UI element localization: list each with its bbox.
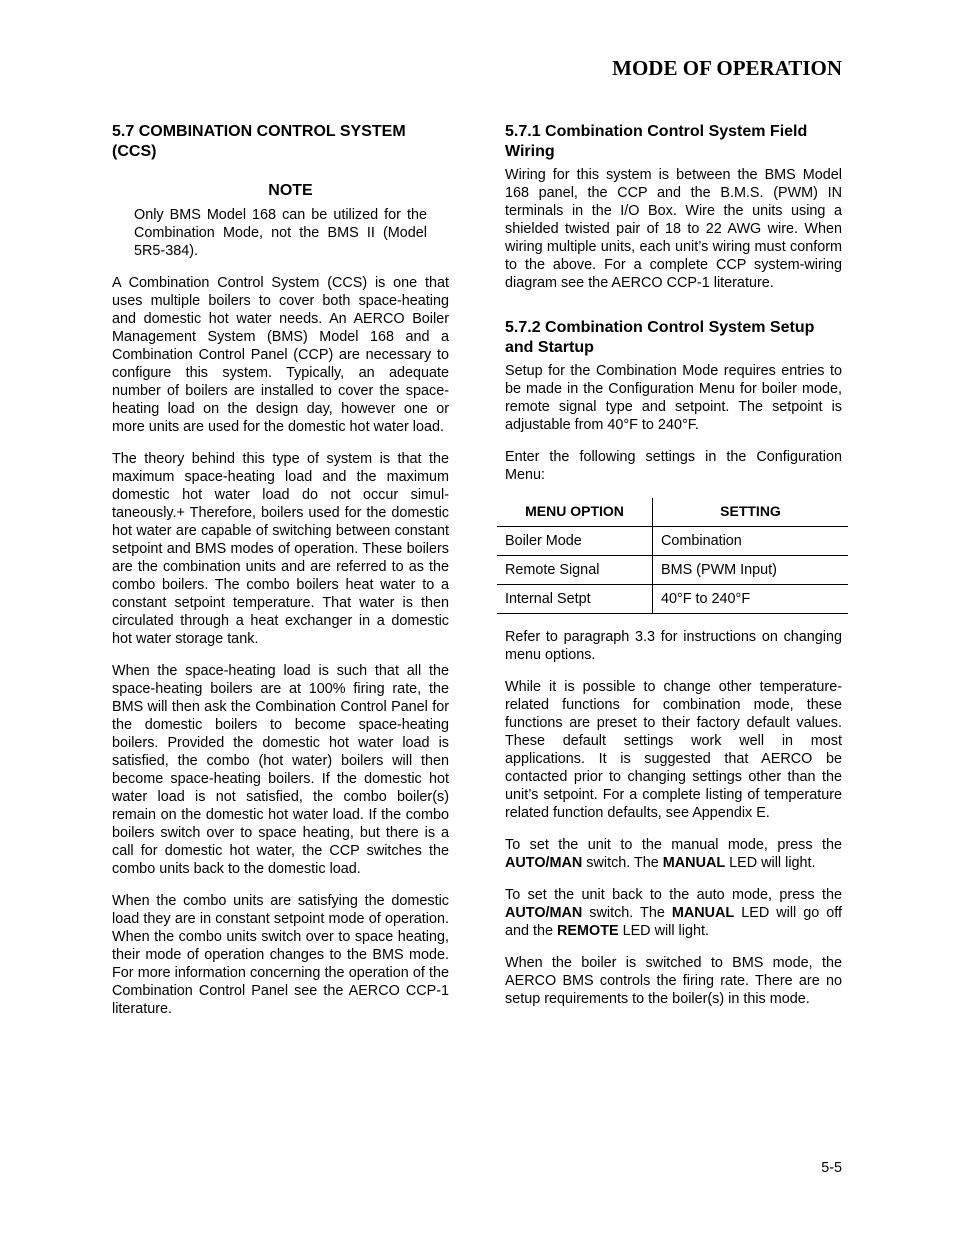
table-cell: Internal Setpt — [497, 585, 653, 614]
text-run: LED will go off and the — [505, 905, 843, 939]
note-body: Only BMS Model 168 can be utilized for the Combination Mode, not the BMS II (Model 5R5-384). — [134, 207, 427, 259]
table-header-cell: MENU OPTION — [497, 498, 653, 527]
right-column — [505, 122, 842, 1022]
paragraph: The theory behind this type of system is that the maximum space-heating load and the maximum domestic hot water load do not occur simul-taneously.+ Therefore, boilers used for the domestic hot water are capable of switching between constant setpoint and BMS modes of operation. These boilers are the combination units and are referred to as the combo boilers. The combo boilers heat water to a constant setpoint temperature. That water is then circulated through a heat exchanger in a domestic hot water storage tank. — [112, 451, 449, 647]
paragraph-enter-settings: Enter the following settings in the Configuration Menu: — [505, 449, 842, 483]
section-heading-5-7: 5.7 COMBINATION CONTROL SYSTEM (CCS) — [112, 123, 406, 160]
table-cell: Boiler Mode — [497, 527, 653, 556]
table-row — [497, 556, 848, 585]
text-run: switch. The — [582, 905, 672, 921]
table-cell: Combination — [653, 527, 849, 556]
paragraph: When the space-heating load is such that all the space-heating boilers are at 100% firing rate, the BMS will then ask the Combination Control Panel for the domestic boilers to become space-heating boilers. Provided the domestic hot water load is satisfied, the combo (hot water) boilers will then become space-heating boilers. If the domestic hot water load is not satisfied, the combo boiler(s) remain on the domestic hot water load. If the combo boilers switch over to space heating, but there is a call for domestic hot water, the CCP switches the combo units back to the domestic load. — [112, 663, 449, 877]
table-row — [497, 527, 848, 556]
page-header-title: MODE OF OPERATION — [612, 56, 842, 80]
note-title: NOTE — [268, 182, 313, 199]
paragraph-bms-mode: When the boiler is switched to BMS mode, the AERCO BMS controls the firing rate. There are no setup requirements to the boiler(s) in this mode. — [505, 955, 842, 1007]
paragraph-auto-mode — [505, 886, 842, 940]
paragraph-refer: Refer to paragraph 3.3 for instructions on changing menu options. — [505, 629, 842, 663]
text-run: To set the unit to the manual mode, press the — [505, 837, 842, 853]
section-heading-5-7-2: 5.7.2 Combination Control System Setup and Startup — [505, 319, 815, 356]
table-cell: 40°F to 240°F — [653, 585, 849, 614]
paragraph-field-wiring: Wiring for this system is between the BMS Model 168 panel, the CCP and the B.M.S. (PWM) IN terminals in the I/O Box. Wire the units using a shielded twisted pair of 18 to 22 AWG wire. When wiring multiple units, each unit’s wiring must conform to the above. For a complete CCP system-wiring diagram see the AERCO CCP-1 literature. — [505, 167, 842, 291]
section-heading-5-7-1: 5.7.1 Combination Control System Field Wiring — [505, 123, 808, 160]
paragraph-defaults: While it is possible to change other temperature-related functions for combination mode, these functions are preset to their factory default values. These default settings work well in most applications. It is suggested that AERCO be contacted prior to changing settings other than the unit’s setpoint. For a complete listing of temperature related function defaults, see Appendix E. — [505, 679, 842, 821]
led-label-remote: REMOTE — [557, 923, 619, 939]
switch-label-auto-man: AUTO/MAN — [505, 855, 583, 871]
page-number: 5-5 — [821, 1160, 842, 1176]
table-header-row — [497, 498, 848, 527]
table-cell: BMS (PWM Input) — [653, 556, 849, 585]
switch-label-auto-man: AUTO/MAN — [505, 905, 583, 921]
table-header-cell: SETTING — [653, 498, 849, 527]
led-label-manual: MANUAL — [662, 855, 726, 871]
paragraph-manual-mode — [505, 836, 842, 872]
text-run: LED will light. — [618, 923, 709, 939]
table-cell: Remote Signal — [497, 556, 653, 585]
text-run: switch. The — [582, 855, 663, 871]
text-run: To set the unit back to the auto mode, press the — [505, 887, 842, 903]
left-column — [112, 122, 449, 1032]
led-label-manual: MANUAL — [671, 905, 735, 921]
text-run: LED will light. — [725, 855, 816, 871]
settings-table — [497, 498, 848, 614]
paragraph-setup: Setup for the Combination Mode requires entries to be made in the Configuration Menu for boiler mode, remote signal type and setpoint. The setpoint is adjustable from 40°F to 240°F. — [505, 363, 842, 433]
paragraph: When the combo units are satisfying the domestic load they are in constant setpoint mode of operation. When the combo units switch over to space heating, their mode of operation changes to the BMS mode. For more information concerning the operation of the Combination Control Panel see the AERCO CCP-1 literature. — [112, 893, 449, 1017]
table-row — [497, 585, 848, 614]
paragraph: A Combination Control System (CCS) is one that uses multiple boilers to cover both space-heating and domestic hot water needs. An AERCO Boiler Management System (BMS) Model 168 and a Combination Control Panel (CCP) are necessary to configure this system. Typically, an adequate number of boilers are installed to cover the space-heating load on the design day, however one or more units are used for the domestic hot water load. — [112, 275, 449, 435]
